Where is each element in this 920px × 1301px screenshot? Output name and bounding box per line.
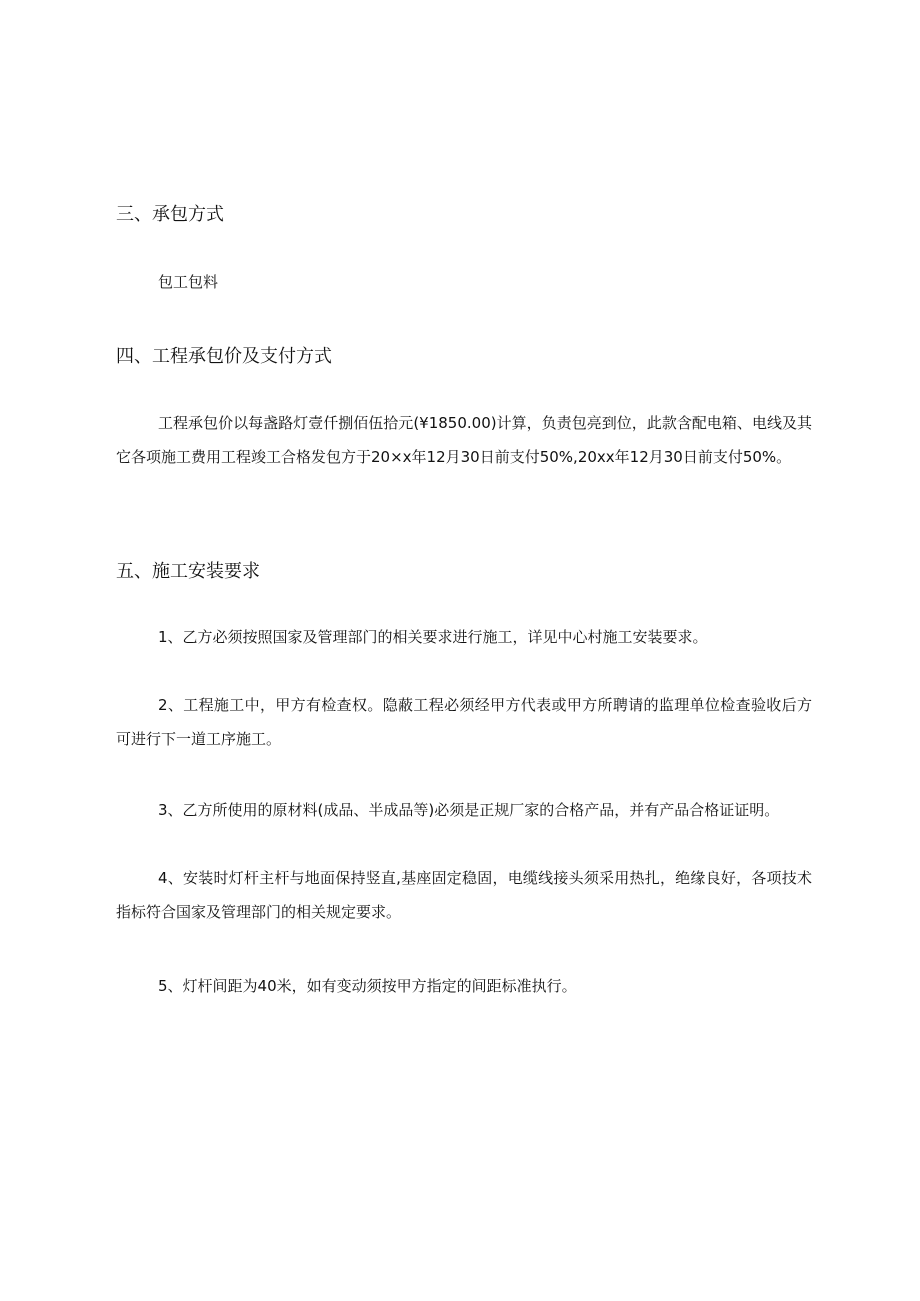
paragraph-price-payment: 工程承包价以每盏路灯壹仟捌佰伍拾元(¥1850.00)计算，负责包亮到位，此款含配电箱、电线及其它各项施工费用工程竣工合格发包方于20×x年12月30日前支付50%,20xx年12月30日前支付50%。: [116, 414, 812, 466]
section-heading-installation-requirements: 五、施工安装要求: [116, 561, 260, 582]
section-heading-contract-mode: 三、承包方式: [116, 204, 224, 225]
requirement-item-2: 2、工程施工中，甲方有检查权。隐蔽工程必须经甲方代表或甲方所聘请的监理单位检查验收后方可进行下一道工序施工。: [116, 696, 812, 748]
section-heading-price-payment: 四、工程承包价及支付方式: [116, 346, 332, 367]
requirement-item-1: 1、乙方必须按照国家及管理部门的相关要求进行施工，详见中心村施工安装要求。: [158, 628, 708, 646]
requirement-item-3: 3、乙方所使用的原材料(成品、半成品等)必须是正规厂家的合格产品，并有产品合格证证明。: [158, 801, 780, 819]
paragraph-contract-mode: 包工包料: [158, 273, 219, 291]
requirement-item-5: 5、灯杆间距为40米，如有变动须按甲方指定的间距标准执行。: [158, 977, 577, 995]
requirement-item-4: 4、安装时灯杆主杆与地面保持竖直,基座固定稳固，电缆线接头须采用热扎，绝缘良好，各项技术指标符合国家及管理部门的相关规定要求。: [116, 869, 812, 921]
